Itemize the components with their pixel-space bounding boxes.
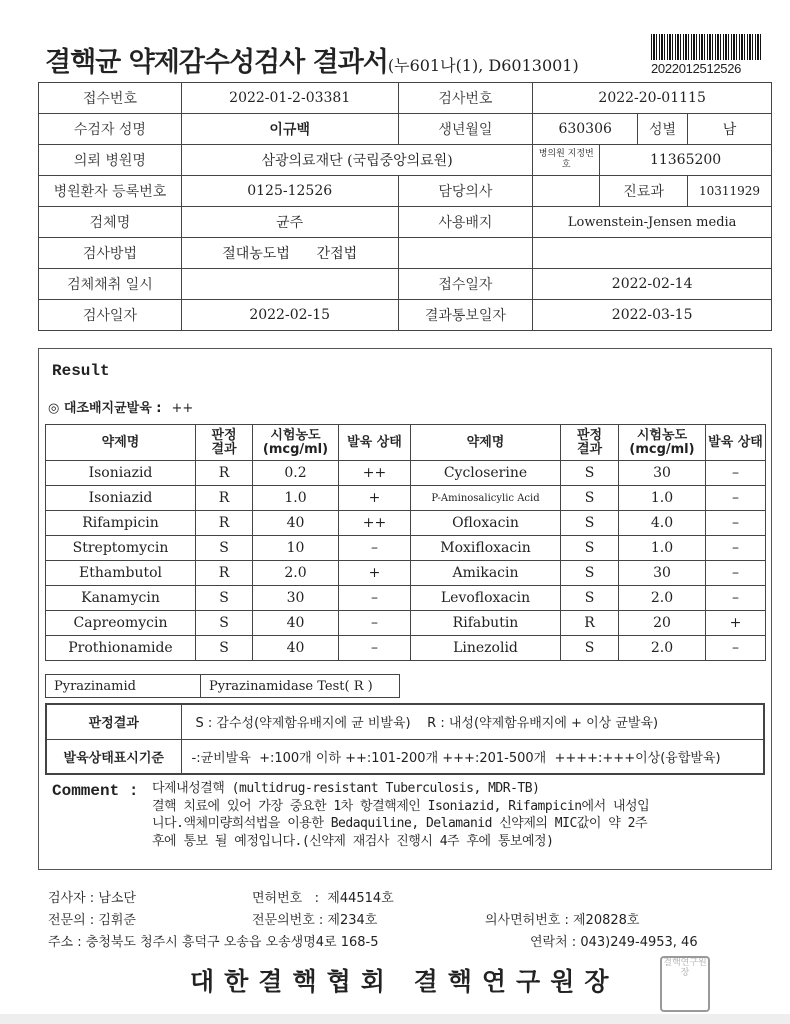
comment-line: 후에 통보 될 예정입니다.(신약제 재검사 진행시 4주 후에 통보예정) [152, 833, 554, 849]
header-growth: 발육 상태 [706, 425, 766, 461]
growth-key: 발육상태표시기준 [46, 739, 181, 774]
cell-drug: Moxifloxacin [411, 536, 561, 561]
table-row [46, 636, 766, 661]
label: 검체명 [39, 207, 182, 238]
cell-judge: S [196, 536, 253, 561]
cell-conc: 1.0 [619, 536, 706, 561]
cell-judge: S [561, 486, 619, 511]
cell-judge: S [561, 536, 619, 561]
cell-growth: – [706, 461, 766, 486]
cell-growth: – [706, 561, 766, 586]
label: 병원환자 등록번호 [39, 176, 182, 207]
medium: Lowenstein-Jensen media [533, 207, 772, 238]
received-date: 2022-02-14 [533, 269, 772, 300]
cell-judge: S [561, 461, 619, 486]
cell-drug: Rifabutin [411, 611, 561, 636]
header-conc: 시험농도 (mcg/ml) [619, 425, 706, 461]
cell-growth: – [339, 611, 411, 636]
cell-growth: – [339, 636, 411, 661]
cell-drug: Amikacin [411, 561, 561, 586]
table-row [46, 586, 766, 611]
cell-drug: Levofloxacin [411, 586, 561, 611]
cell-conc: 30 [253, 586, 339, 611]
pza-value: Pyrazinamidase Test( R ) [201, 675, 400, 698]
sex: 남 [688, 114, 772, 145]
cell-drug: Isoniazid [46, 461, 196, 486]
label: 결과통보일자 [398, 300, 533, 331]
cell-conc: 20 [619, 611, 706, 636]
table-row [46, 511, 766, 536]
label: 검체채취 일시 [39, 269, 182, 300]
cell-drug: Capreomycin [46, 611, 196, 636]
method [181, 238, 398, 269]
doctor-license: 의사면허번호 : 제20828호 [485, 913, 640, 928]
cell-growth: – [339, 536, 411, 561]
cell-conc: 4.0 [619, 511, 706, 536]
cell-judge: S [196, 611, 253, 636]
cell-growth: + [339, 486, 411, 511]
cell-conc: 40 [253, 511, 339, 536]
specimen: 균주 [181, 207, 398, 238]
cell-drug: Prothionamide [46, 636, 196, 661]
header-judge: 판정 결과 [561, 425, 619, 461]
barcode [651, 34, 763, 60]
table-row [46, 611, 766, 636]
header-drug: 약제명 [411, 425, 561, 461]
info-table [38, 82, 772, 331]
label: 접수일자 [398, 269, 533, 300]
label: 수검자 성명 [39, 114, 182, 145]
comment-line: 다제내성결핵 (multidrug-resistant Tuberculosis, MDR-TB) [152, 781, 540, 796]
cell-growth: – [339, 586, 411, 611]
cell-drug: Rifampicin [46, 511, 196, 536]
cell-drug: Linezolid [411, 636, 561, 661]
address: 주소 : 충청북도 청주시 흥덕구 오송읍 오송생명4로 168-5 [48, 935, 379, 950]
label: 검사일자 [39, 300, 182, 331]
label: 진료과 [600, 176, 688, 207]
label: 병의원 지정번호 [533, 145, 600, 176]
patient-name: 이규백 [181, 114, 398, 145]
cell-drug: P-Aminosalicylic Acid [411, 486, 561, 511]
cell-growth: – [706, 536, 766, 561]
comment-label: Comment : [52, 782, 139, 800]
legend-table [45, 703, 765, 775]
cell-drug: Ofloxacin [411, 511, 561, 536]
cell-conc: 2.0 [253, 561, 339, 586]
pza-label: Pyrazinamid [46, 675, 201, 698]
birth: 630306 [533, 114, 638, 145]
cell-judge: R [196, 561, 253, 586]
cell-drug: Ethambutol [46, 561, 196, 586]
organization-name: 대한결핵협회 결핵연구원장 [190, 967, 619, 996]
official-seal [660, 956, 710, 1012]
cell-conc: 30 [619, 561, 706, 586]
label: 생년월일 [398, 114, 533, 145]
cell-conc: 1.0 [619, 486, 706, 511]
growth-text: -:균비발육 +:100개 이하 ++:101-200개 +++:201-500개 ++++:+++이상(융합발육) [181, 739, 764, 774]
patient-reg: 0125-12526 [181, 176, 398, 207]
label: 의뢰 병원명 [39, 145, 182, 176]
doctor [533, 176, 600, 207]
cell-conc: 40 [253, 636, 339, 661]
header-judge: 판정 결과 [196, 425, 253, 461]
cell-judge: S [561, 586, 619, 611]
cell-judge: S [561, 636, 619, 661]
cell-conc: 40 [253, 611, 339, 636]
cell-growth: ++ [339, 511, 411, 536]
receipt-no: 2022-01-2-03381 [181, 83, 398, 114]
report-date: 2022-03-15 [533, 300, 772, 331]
cell-judge: R [196, 511, 253, 536]
cell-conc: 10 [253, 536, 339, 561]
cell-drug: Isoniazid [46, 486, 196, 511]
label: 성별 [638, 114, 688, 145]
title-text: 결핵균 약제감수성검사 결과서 [45, 47, 388, 78]
cell-judge: S [196, 636, 253, 661]
contact: 연락처 : 043)249-4953, 46 [530, 935, 698, 950]
cell-judge: S [561, 511, 619, 536]
label: 검사번호 [398, 83, 533, 114]
control-value: ++ [171, 401, 194, 416]
table-row [46, 561, 766, 586]
test-no: 2022-20-01115 [533, 83, 772, 114]
cell-judge: R [196, 461, 253, 486]
cell-judge: S [561, 561, 619, 586]
hospital: 삼광의료재단 (국립중앙의료원) [181, 145, 532, 176]
label: 접수번호 [39, 83, 182, 114]
cell-conc: 2.0 [619, 586, 706, 611]
page-edge [0, 1014, 790, 1024]
pyrazinamid-table [45, 674, 400, 698]
empty [398, 238, 533, 269]
cell-growth: – [706, 486, 766, 511]
label: 검사방법 [39, 238, 182, 269]
cell-judge: R [196, 486, 253, 511]
tester: 검사자 : 남소단 [48, 891, 136, 906]
collect-date [181, 269, 398, 300]
form-code: (누601나(1), D6013001) [387, 56, 579, 75]
cell-judge: S [196, 586, 253, 611]
cell-growth: ++ [339, 461, 411, 486]
judge-key: 판정결과 [46, 704, 181, 739]
header-conc: 시험농도 (mcg/ml) [253, 425, 339, 461]
header-growth: 발육 상태 [339, 425, 411, 461]
specialist: 전문의 : 김휘준 [48, 913, 136, 928]
license-no: 면허번호 : 제44514호 [252, 891, 394, 906]
judge-r: R : 내성(약제함유배지에 + 이상 균발육) [427, 716, 659, 732]
table-row [46, 536, 766, 561]
cell-growth: – [706, 636, 766, 661]
empty [533, 238, 772, 269]
control-label: ◎ 대조배지균발육 : [48, 401, 162, 416]
cell-growth: + [706, 611, 766, 636]
cell-growth: – [706, 511, 766, 536]
table-row [46, 486, 766, 511]
cell-conc: 2.0 [619, 636, 706, 661]
cell-drug: Cycloserine [411, 461, 561, 486]
cell-conc: 30 [619, 461, 706, 486]
cell-judge: R [561, 611, 619, 636]
judge-text [181, 704, 764, 739]
comment-line: 니다.액체미량희석법을 이용한 Bedaquiline, Delamanid 신약제의 MIC값이 약 2주 [152, 816, 647, 831]
drug-table [45, 424, 766, 661]
test-date: 2022-02-15 [181, 300, 398, 331]
comment [152, 780, 649, 850]
result-title: Result [52, 362, 110, 380]
hospital-code: 11365200 [600, 145, 772, 176]
specialist-no: 전문의번호 : 제234호 [252, 913, 378, 928]
control-growth [48, 397, 193, 416]
cell-drug: Streptomycin [46, 536, 196, 561]
seal-text: 결핵연구원장 [663, 958, 707, 978]
dept: 10311929 [688, 176, 772, 207]
cell-growth: – [706, 586, 766, 611]
method-1: 절대농도법 [222, 246, 290, 262]
cell-conc: 0.2 [253, 461, 339, 486]
method-2: 간접법 [316, 246, 358, 262]
cell-drug: Kanamycin [46, 586, 196, 611]
cell-growth: + [339, 561, 411, 586]
document-title [45, 40, 579, 79]
label: 사용배지 [398, 207, 533, 238]
cell-conc: 1.0 [253, 486, 339, 511]
table-row [46, 461, 766, 486]
header-drug: 약제명 [46, 425, 196, 461]
barcode-number: 2022012512526 [651, 61, 742, 76]
label: 담당의사 [398, 176, 533, 207]
judge-s: S : 감수성(약제함유배지에 균 비발육) [195, 716, 411, 732]
comment-line: 결핵 치료에 있어 가장 중요한 1차 항결핵제인 Isoniazid, Rifampicin에서 내성입 [152, 798, 650, 814]
